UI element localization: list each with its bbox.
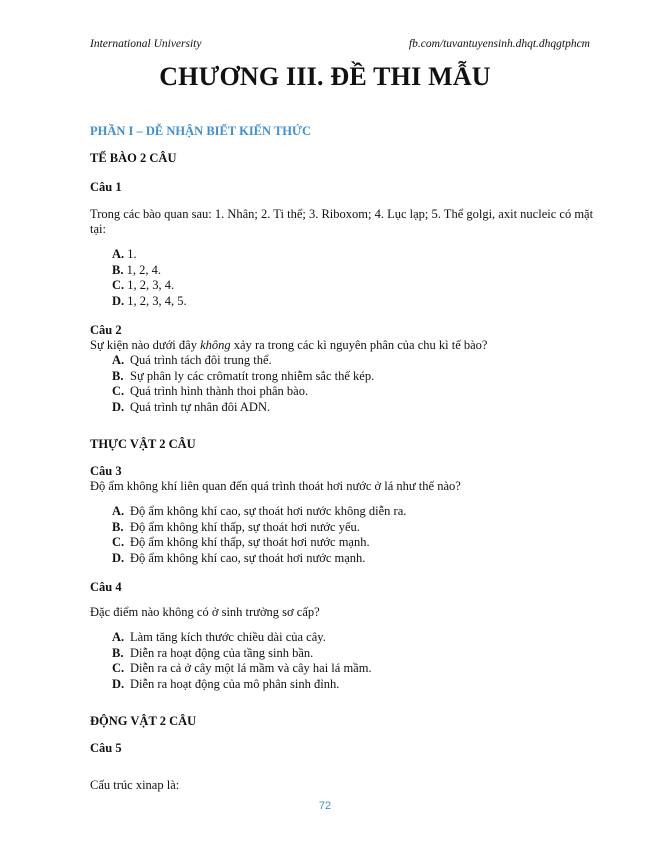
question-text: Cấu trúc xinap là: — [90, 778, 180, 792]
question-label: Câu 5 — [90, 741, 122, 755]
option: D. 1, 2, 3, 4, 5. — [112, 293, 187, 308]
options-list — [112, 630, 595, 692]
header-right: fb.com/tuvantuyensinh.dhqt.dhqgtphcm — [408, 38, 590, 50]
option: C. 1, 2, 3, 4. — [112, 278, 175, 292]
question-text: Đặc điểm nào không có ở sinh trưởng sơ cấp? — [90, 605, 320, 619]
option: A. Quá trình tách đôi trung thể. — [112, 353, 272, 367]
question-label: Câu 1 — [90, 180, 122, 194]
option: B. Diễn ra hoạt động của tầng sinh bần. — [112, 645, 314, 660]
option: D. Diễn ra hoạt động của mô phân sinh đỉnh. — [112, 676, 340, 691]
question-text: Độ ẩm không khí liên quan đến quá trình thoát hơi nước ở lá như thế nào? — [90, 479, 461, 493]
option: B. 1, 2, 4. — [112, 262, 161, 277]
topic-heading: ĐỘNG VẬT 2 CÂU — [90, 714, 197, 728]
options-list — [112, 504, 595, 566]
question-label: Câu 4 — [90, 580, 122, 594]
option: C. Độ ẩm không khí thấp, sự thoát hơi nước mạnh. — [112, 535, 370, 549]
topic-heading: THỰC VẬT 2 CÂU — [90, 437, 196, 451]
content — [90, 120, 595, 793]
page-number: 72 — [318, 800, 332, 812]
option: C. Diễn ra cả ở cây một lá mầm và cây hai lá mầm. — [112, 661, 372, 675]
question-text: Trong các bào quan sau: 1. Nhân; 2. Ti thể; 3. Riboxom; 4. Lục lạp; 5. Thể golgi, axit nucleic có mặt tại: — [90, 207, 594, 236]
header-left: International University — [90, 38, 202, 50]
question-label: Câu 3 — [90, 464, 122, 478]
section-heading: PHẦN I – DỄ NHẬN BIẾT KIẾN THỨC — [90, 124, 311, 138]
option: B. Độ ẩm không khí thấp, sự thoát hơi nước yếu. — [112, 519, 360, 534]
option: C. Quá trình hình thành thoi phân bào. — [112, 384, 309, 398]
option: A. Độ ẩm không khí cao, sự thoát hơi nước không diễn ra. — [112, 504, 407, 518]
question-text: Sự kiện nào dưới đây không xảy ra trong các kì nguyên phân của chu kì tế bào? — [90, 338, 488, 352]
chapter-title: CHƯƠNG III. ĐỀ THI MẪU — [159, 62, 491, 91]
topic-heading: TẾ BÀO 2 CÂU — [90, 151, 177, 165]
option: A. Làm tăng kích thước chiều dài của cây. — [112, 630, 326, 644]
option: D. Độ ẩm không khí cao, sự thoát hơi nước mạnh. — [112, 550, 366, 565]
options-list — [112, 353, 595, 415]
option: D. Quá trình tự nhân đôi ADN. — [112, 399, 271, 414]
options-list — [112, 247, 595, 309]
option: A. 1. — [112, 247, 137, 261]
option: B. Sự phân ly các crômatít trong nhiễm sắc thể kép. — [112, 368, 375, 383]
question-label: Câu 2 — [90, 323, 122, 337]
